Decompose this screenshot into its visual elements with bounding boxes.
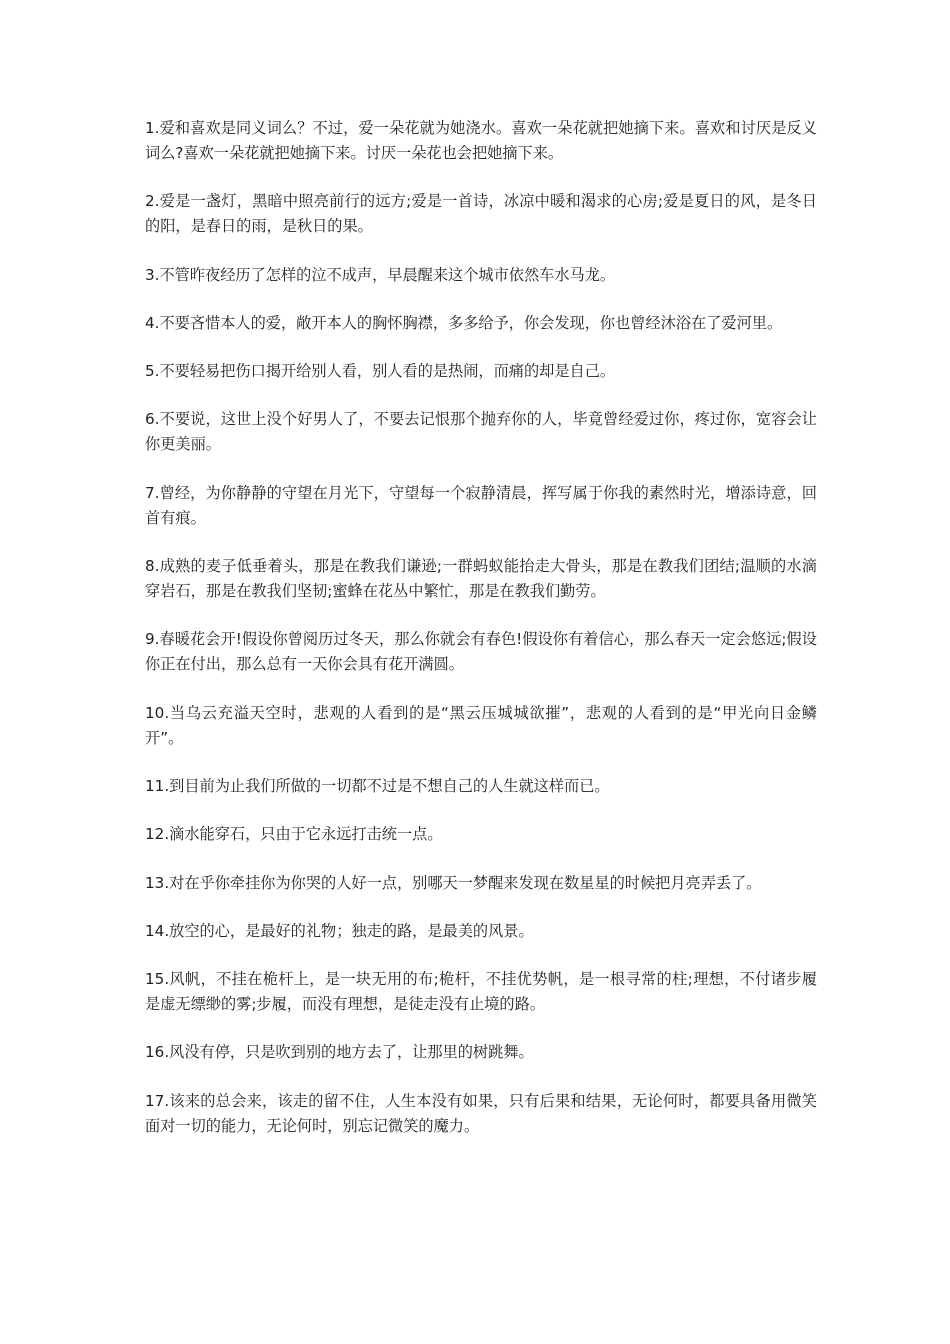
quote-paragraph-3: 3.不管昨夜经历了怎样的泣不成声，早晨醒来这个城市依然车水马龙。 [145, 265, 616, 284]
quote-paragraph-15: 15.风帆，不挂在桅杆上，是一块无用的布;桅杆，不挂优势帆，是一根寻常的柱;理想，不付诸步履是虚无缥缈的雾;步履，而没有理想，是徒走没有止境的路。 [145, 970, 817, 1014]
quote-paragraph-10: 10.当乌云充溢天空时，悲观的人看到的是“黑云压城城欲摧”，悲观的人看到的是“甲光向日金鳞开”。 [145, 703, 817, 747]
quote-paragraph-17: 17.该来的总会来，该走的留不住，人生本没有如果，只有后果和结果，无论何时，都要具备用微笑面对一切的能力，无论何时，别忘记微笑的魔力。 [145, 1091, 817, 1135]
quote-paragraph-4: 4.不要吝惜本人的爱，敞开本人的胸怀胸襟，多多给予，你会发现，你也曾经沐浴在了爱河里。 [145, 313, 783, 332]
quote-paragraph-7: 7.曾经，为你静静的守望在月光下，守望每一个寂静清晨，挥写属于你我的素然时光，增添诗意，回首有痕。 [145, 483, 817, 527]
quote-paragraph-5: 5.不要轻易把伤口揭开给别人看，别人看的是热闹，而痛的却是自己。 [145, 362, 616, 381]
quote-paragraph-8: 8.成熟的麦子低垂着头，那是在教我们谦逊;一群蚂蚁能抬走大骨头，那是在教我们团结;温顺的水滴穿岩石，那是在教我们坚韧;蜜蜂在花丛中繁忙，那是在教我们勤劳。 [145, 557, 817, 601]
quote-paragraph-9: 9.春暖花会开!假设你曾阅历过冬天，那么你就会有春色!假设你有着信心，那么春天一定会悠远;假设你正在付出，那么总有一天你会具有花开满圆。 [145, 630, 817, 674]
quote-paragraph-2: 2.爱是一盏灯，黑暗中照亮前行的远方;爱是一首诗，冰凉中暖和渴求的心房;爱是夏日的风，是冬日的阳，是春日的雨，是秋日的果。 [145, 192, 817, 236]
quote-paragraph-16: 16.风没有停，只是吹到别的地方去了，让那里的树跳舞。 [145, 1043, 534, 1062]
quote-paragraph-13: 13.对在乎你牵挂你为你哭的人好一点，别哪天一梦醒来发现在数星星的时候把月亮弄丢了。 [145, 873, 762, 892]
quote-paragraph-6: 6.不要说，这世上没个好男人了，不要去记恨那个抛弃你的人，毕竟曾经爱过你，疼过你，宽容会让你更美丽。 [145, 410, 817, 454]
quote-paragraph-14: 14.放空的心，是最好的礼物；独走的路，是最美的风景。 [145, 921, 534, 940]
quote-paragraph-12: 12.滴水能穿石，只由于它永远打击统一点。 [145, 825, 443, 844]
document-page [145, 116, 817, 1162]
quote-paragraph-11: 11.到目前为止我们所做的一切都不过是不想自己的人生就这样而已。 [145, 776, 610, 795]
quote-paragraph-1: 1.爱和喜欢是同义词么？不过，爱一朵花就为她浇水。喜欢一朵花就把她摘下来。喜欢和讨厌是反义词么?喜欢一朵花就把她摘下来。讨厌一朵花也会把她摘下来。 [145, 119, 817, 162]
